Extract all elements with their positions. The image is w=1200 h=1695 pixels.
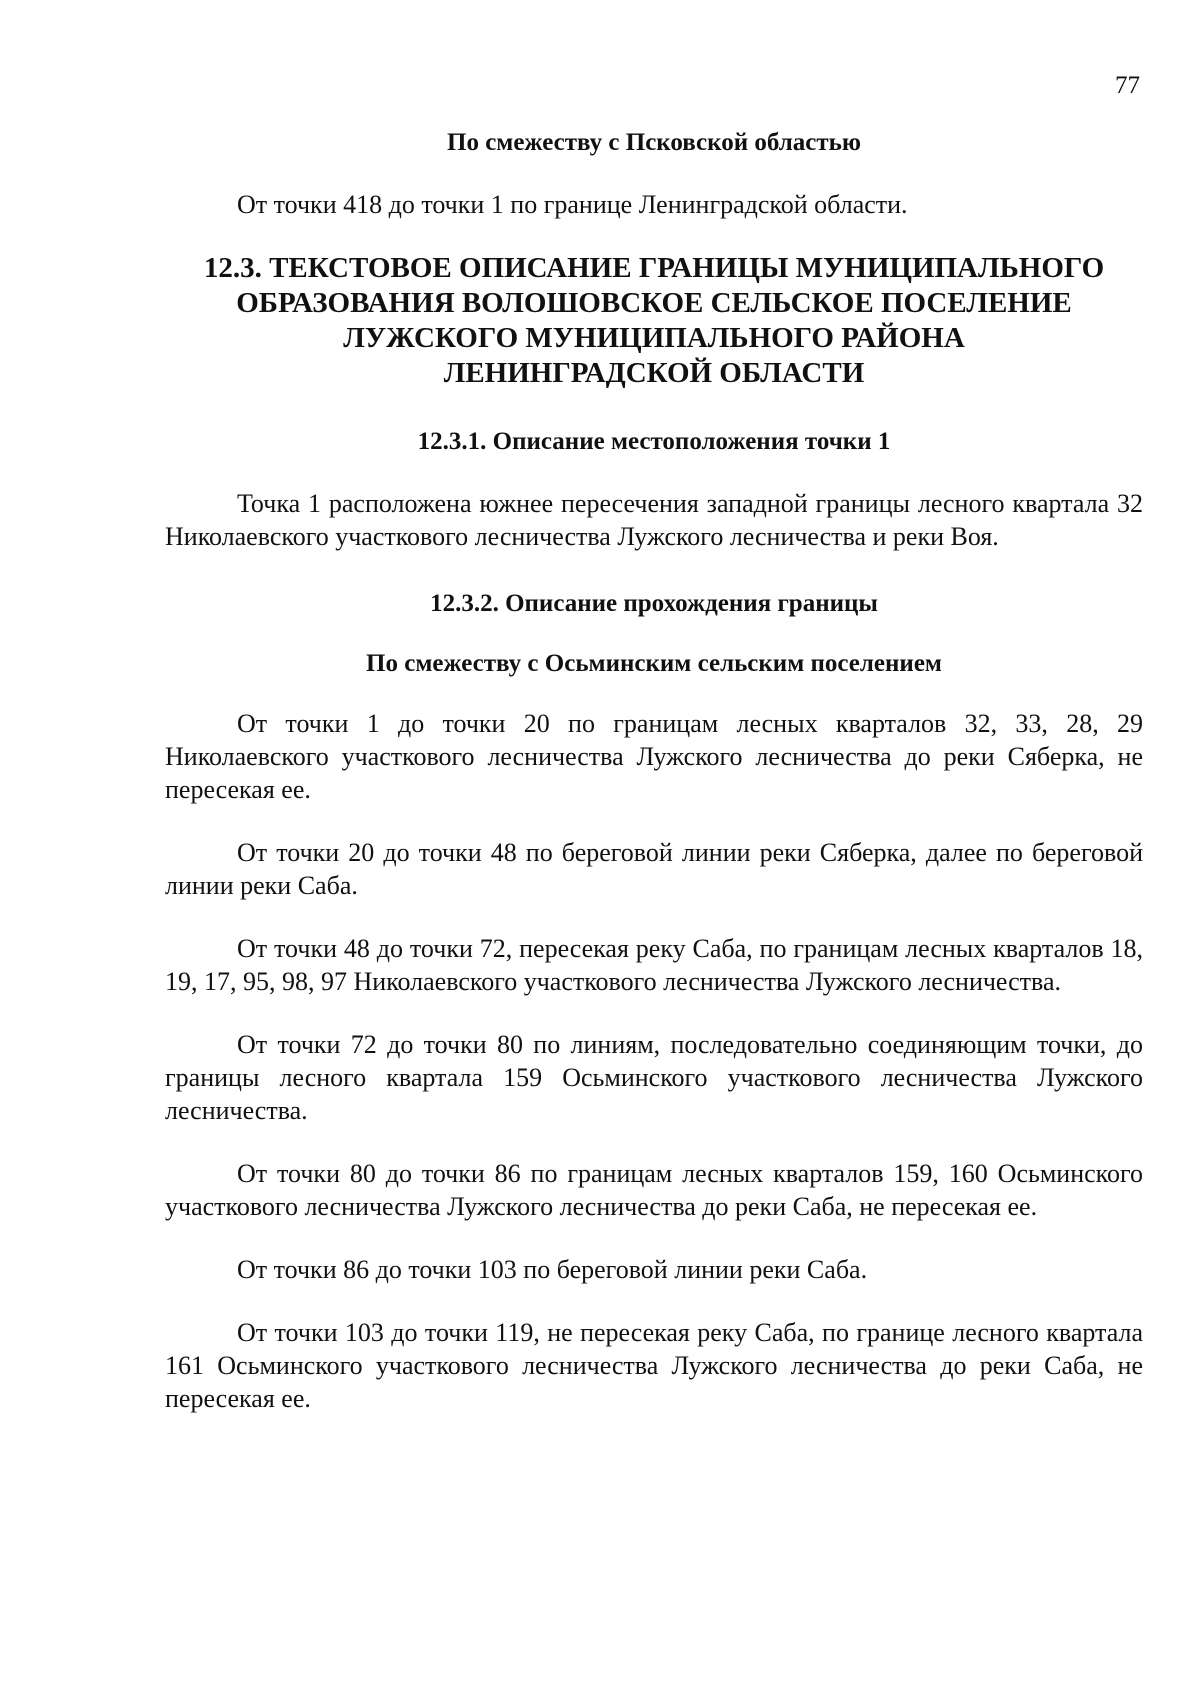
main-title-line-1: 12.3. ТЕКСТОВОЕ ОПИСАНИЕ ГРАНИЦЫ МУНИЦИПАЛЬНОГО <box>203 252 1105 284</box>
boundary-paragraph: От точки 86 до точки 103 по береговой линии реки Саба. <box>237 1255 868 1284</box>
boundary-paragraph: От точки 1 до точки 20 по границам лесных кварталов 32, 33, 28, 29 Николаевского участкового лесничества Лужского лесничества до реки Сяберка, не пересекая ее. <box>165 709 1143 804</box>
paragraph-point-1-location: Точка 1 расположена южнее пересечения западной границы лесного квартала 32 Николаевского участкового лесничества Лужского лесничества и реки Воя. <box>165 489 1143 551</box>
paragraph-pskov: От точки 418 до точки 1 по границе Ленинградской области. <box>237 190 908 219</box>
subsection-heading-boundary: 12.3.2. Описание прохождения границы <box>430 590 878 617</box>
section-heading-pskov: По смежеству с Псковской областью <box>447 129 861 156</box>
main-title-line-3: ЛУЖСКОГО МУНИЦИПАЛЬНОГО РАЙОНА <box>343 322 965 354</box>
boundary-paragraph: От точки 48 до точки 72, пересекая реку Саба, по границам лесных кварталов 18, 19, 17, 95, 98, 97 Николаевского участкового лесничества Лужского лесничества. <box>165 934 1143 996</box>
main-title-line-4: ЛЕНИНГРАДСКОЙ ОБЛАСТИ <box>443 357 865 389</box>
boundary-paragraph: От точки 20 до точки 48 по береговой линии реки Сяберка, далее по береговой линии реки Саба. <box>165 838 1143 900</box>
subsection-heading-point-1: 12.3.1. Описание местоположения точки 1 <box>417 428 891 455</box>
boundary-paragraph: От точки 80 до точки 86 по границам лесных кварталов 159, 160 Осьминского участкового лесничества Лужского лесничества до реки Саба, не пересекая ее. <box>165 1159 1143 1221</box>
section-heading-osmino: По смежеству с Осьминским сельским поселением <box>366 650 942 677</box>
main-title-line-2: ОБРАЗОВАНИЯ ВОЛОШОВСКОЕ СЕЛЬСКОЕ ПОСЕЛЕНИЕ <box>236 287 1072 319</box>
page-content <box>165 126 1143 1415</box>
page-number: 77 <box>1115 72 1140 99</box>
boundary-paragraph: От точки 103 до точки 119, не пересекая реку Саба, по границе лесного квартала 161 Осьминского участкового лесничества Лужского лесничества до реки Саба, не пересекая ее. <box>165 1318 1143 1413</box>
main-title <box>165 251 1143 391</box>
boundary-paragraph: От точки 72 до точки 80 по линиям, последовательно соединяющим точки, до границы лесного квартала 159 Осьминского участкового лесничества Лужского лесничества. <box>165 1030 1143 1125</box>
